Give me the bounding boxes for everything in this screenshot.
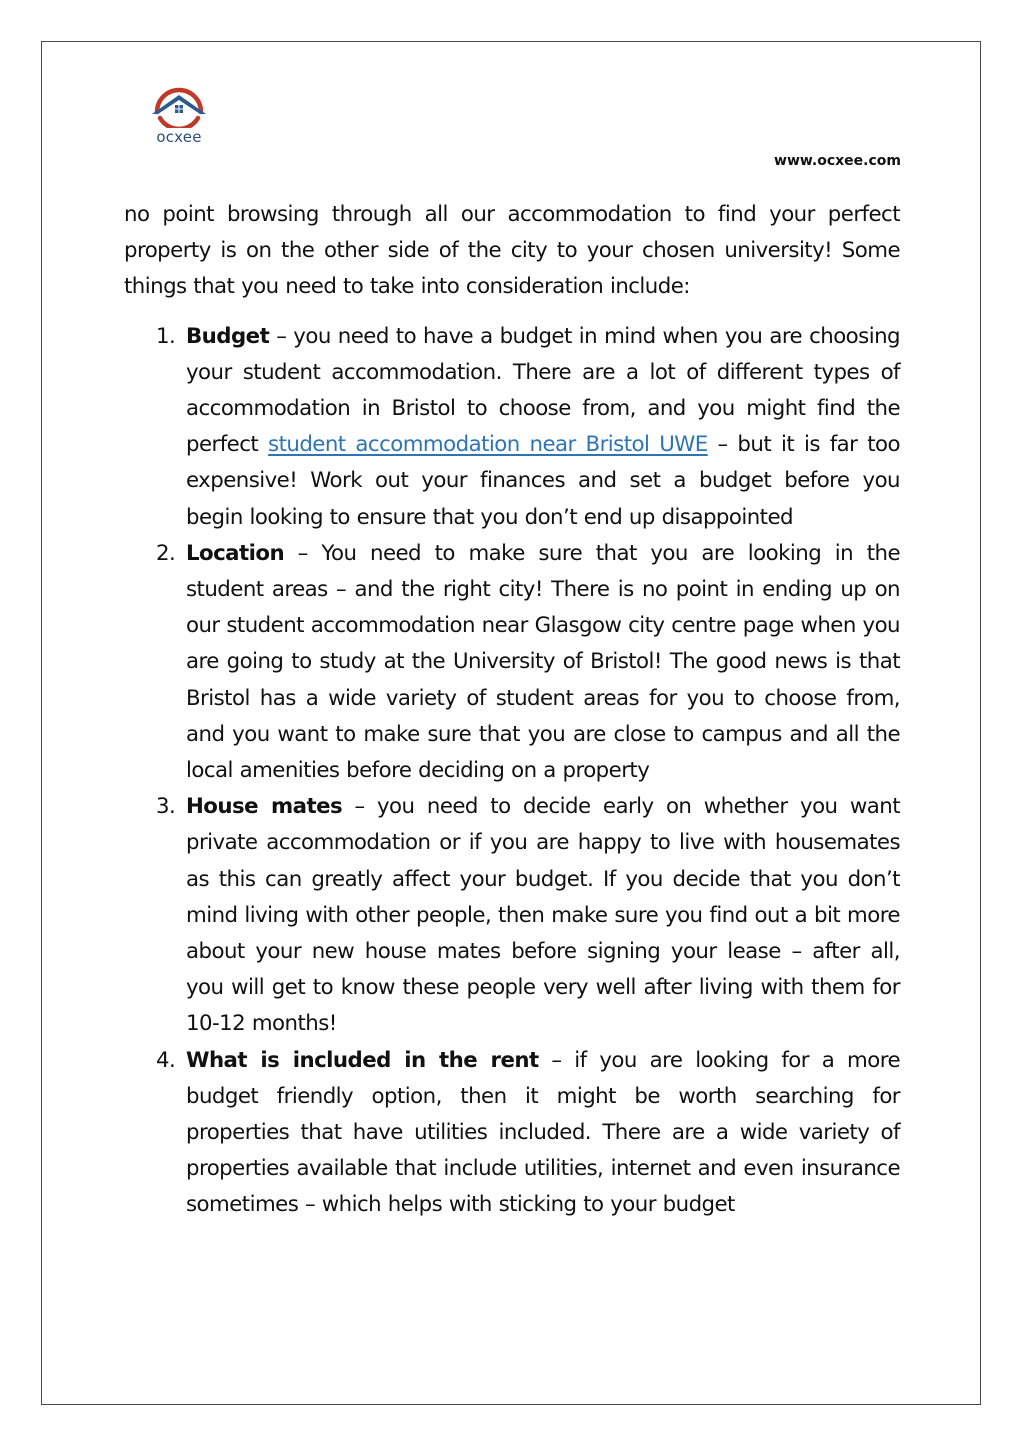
- ocxee-logo: [148, 82, 210, 150]
- list-item-location: [124, 536, 900, 789]
- list-item-title: Budget: [186, 323, 270, 349]
- list-number: 2.: [156, 540, 176, 566]
- student-accommodation-bristol-uwe-link[interactable]: student accommodation near Bristol UWE: [268, 432, 708, 458]
- consideration-list: [124, 319, 900, 1224]
- list-item-text: – you need to have a budget in mind when you are choosing your student accommodation. There are a lot of different types of accommodation in Bristol to choose from, and you might find the perfect: [186, 323, 900, 458]
- list-item-text: – You need to make sure that you are looking in the student areas – and the right city! There is no point in ending up on our student accommodation near Glasgow city centre page when you are going to study at the University of Bristol! The good news is that Bristol has a wide variety of student areas for you to choose from, and you want to make sure that you are close to campus and all the local amenities before deciding on a property: [186, 540, 900, 784]
- intro-paragraph: no point browsing through all our accommodation to find your perfect property is on the other side of the city to your chosen university! Some things that you need to take into consideration include:: [124, 202, 900, 300]
- house-logo-icon: [148, 82, 210, 128]
- list-item-text: – if you are looking for a more budget friendly option, then it might be worth searching for properties that have utilities included. There are a wide variety of properties available that include utilities, internet and even insurance sometimes – which helps with sticking to your budget: [186, 1047, 900, 1218]
- document-body: [124, 197, 900, 1224]
- list-item-budget: [124, 319, 900, 536]
- list-item-rent-inclusions: [124, 1043, 900, 1224]
- list-item-title: What is included in the rent: [186, 1047, 539, 1073]
- list-number: 4.: [156, 1047, 176, 1073]
- list-item-title: House mates: [186, 794, 343, 820]
- site-url[interactable]: www.ocxee.com: [774, 153, 901, 169]
- list-item-title: Location: [186, 540, 285, 566]
- list-item-text: – you need to decide early on whether you want private accommodation or if you are happy to live with housemates as this can greatly affect your budget. If you decide that you don’t mind living with other people, then make sure you find out a bit more about your new house mates before signing your lease – after all, you will get to know these people very well after living with them for 10-12 months!: [186, 794, 900, 1037]
- list-item-text: – but it is far too expensive! Work out your finances and set a budget before you begin looking to ensure that you don’t end up disappointed: [186, 432, 900, 530]
- list-item-house-mates: [124, 789, 900, 1042]
- list-number: 1.: [156, 323, 176, 349]
- logo-text: ocxee: [156, 128, 202, 146]
- list-number: 3.: [156, 794, 176, 820]
